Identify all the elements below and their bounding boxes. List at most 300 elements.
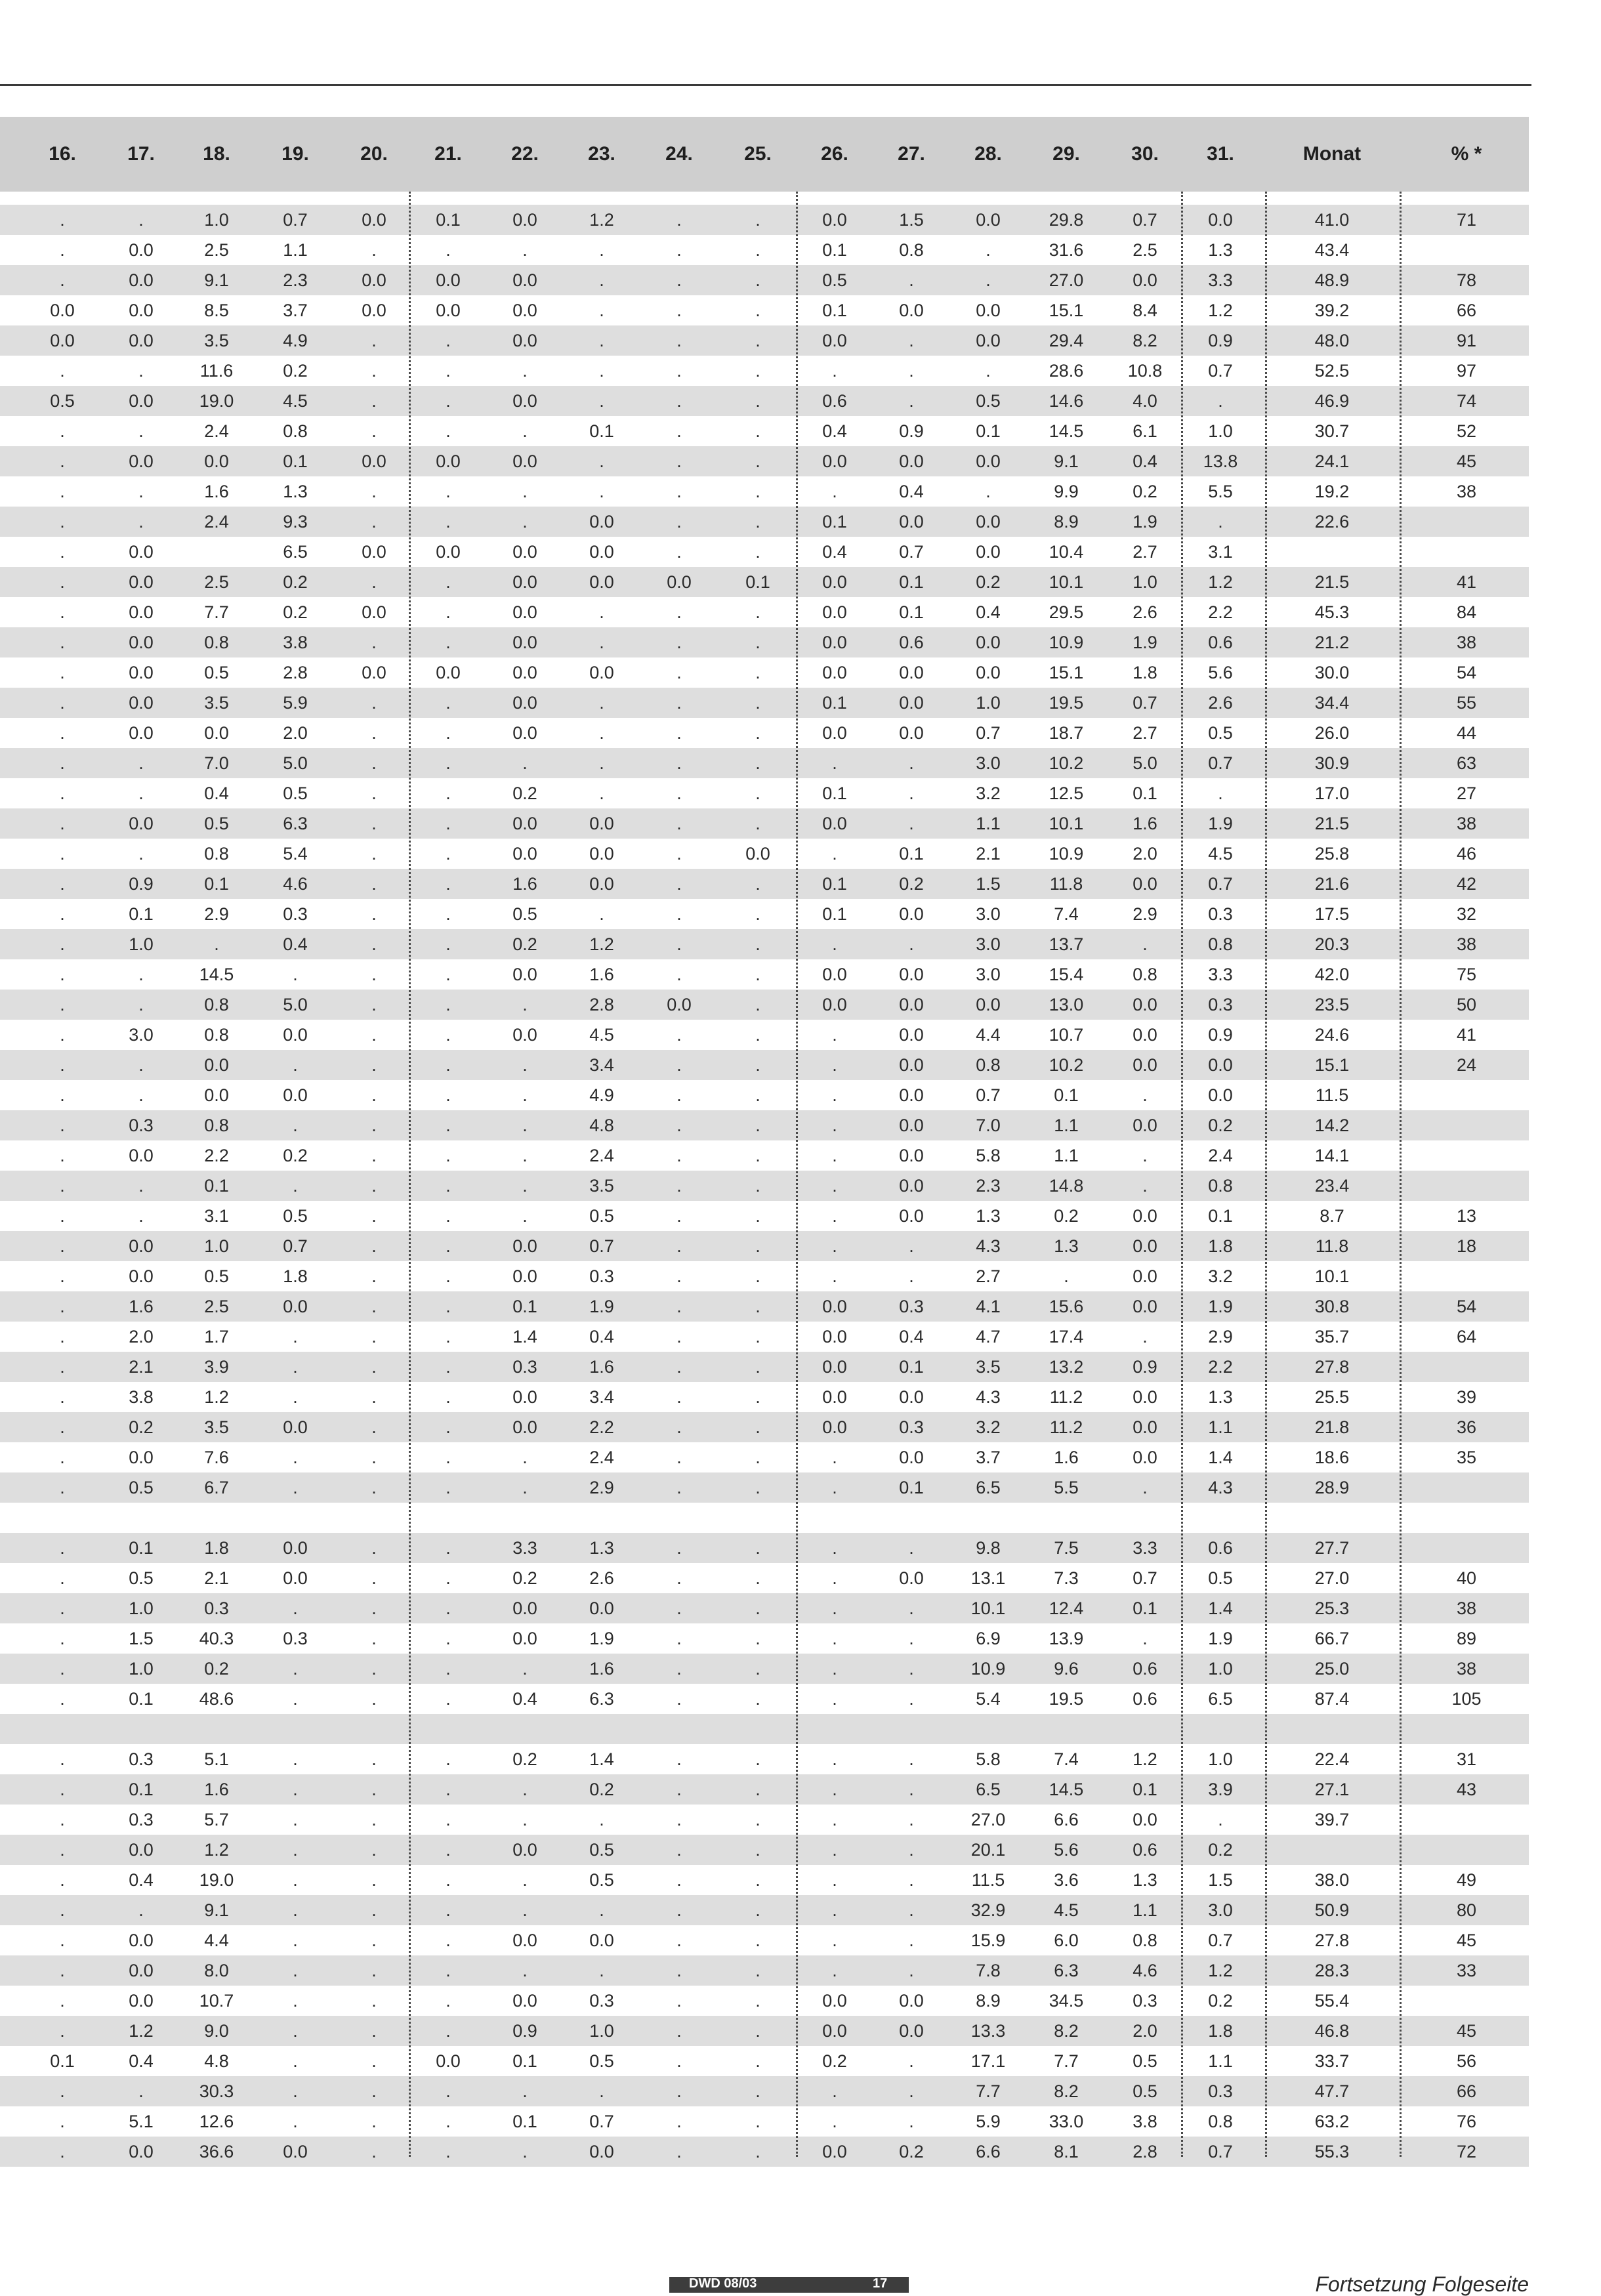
table-cell: 0.0 — [204, 451, 229, 471]
table-cell: 0.1 — [1133, 1598, 1157, 1618]
table-cell: 4.5 — [1208, 844, 1233, 864]
table-cell: . — [446, 1840, 451, 1860]
table-cell: . — [522, 240, 528, 260]
table-cell: 0.2 — [1208, 1840, 1233, 1860]
table-cell: . — [676, 1085, 682, 1105]
table-cell: 0.0 — [1133, 1810, 1157, 1829]
table-cell: . — [371, 1146, 377, 1165]
table-cell: . — [371, 1538, 377, 1558]
table-cell: 1.2 — [1208, 301, 1233, 320]
table-cell: 71 — [1456, 210, 1477, 230]
table-row — [0, 869, 1529, 899]
table-cell: 0.8 — [204, 1025, 229, 1045]
table-cell: 30.8 — [1314, 1297, 1350, 1316]
table-cell: 3.2 — [976, 783, 1001, 803]
table-cell: . — [755, 1266, 760, 1286]
table-cell: . — [446, 421, 451, 441]
table-cell: 0.0 — [667, 572, 692, 592]
table-cell: 0.0 — [822, 723, 847, 743]
table-cell: 2.0 — [1133, 2021, 1157, 2041]
table-cell: 6.3 — [283, 814, 308, 833]
table-cell: 63 — [1456, 753, 1477, 773]
table-cell: . — [599, 331, 604, 350]
table-cell: 0.0 — [822, 602, 847, 622]
table-cell: 9.6 — [1054, 1659, 1079, 1679]
table-cell: 52.5 — [1314, 361, 1350, 381]
table-cell: 0.0 — [1133, 1417, 1157, 1437]
table-cell: 0.2 — [283, 572, 308, 592]
table-cell: . — [371, 1387, 377, 1407]
table-cell: 18.6 — [1314, 1448, 1350, 1467]
table-cell: 28.9 — [1314, 1478, 1350, 1497]
table-cell: 0.0 — [822, 1297, 847, 1316]
table-cell: . — [60, 1689, 65, 1709]
table-cell: . — [755, 1448, 760, 1467]
table-cell: . — [599, 2081, 604, 2101]
table-cell: 15.6 — [1049, 1297, 1084, 1316]
table-cell: 0.8 — [204, 633, 229, 652]
table-row — [0, 1020, 1529, 1050]
table-cell: . — [909, 1236, 914, 1256]
table-cell: 3.0 — [976, 934, 1001, 954]
table-cell: 22.6 — [1314, 512, 1350, 532]
table-cell: . — [755, 1629, 760, 1648]
table-cell: . — [60, 542, 65, 562]
table-cell: . — [371, 421, 377, 441]
table-row — [0, 507, 1529, 537]
table-cell: 4.3 — [976, 1387, 1001, 1407]
table-row — [0, 446, 1529, 476]
table-cell: . — [832, 1870, 837, 1890]
table-cell: . — [755, 1387, 760, 1407]
table-cell: 36 — [1456, 1417, 1477, 1437]
table-cell: 0.0 — [589, 874, 614, 894]
table-cell: . — [755, 451, 760, 471]
table-row — [0, 808, 1529, 839]
table-cell: 0.0 — [899, 301, 924, 320]
table-cell: 0.0 — [436, 451, 461, 471]
table-cell: . — [446, 2021, 451, 2041]
table-cell: 14.2 — [1314, 1116, 1350, 1135]
table-cell: 7.6 — [204, 1448, 229, 1467]
table-row — [0, 2046, 1529, 2076]
table-cell: 0.7 — [1133, 693, 1157, 713]
table-cell: 0.2 — [204, 1659, 229, 1679]
table-cell: . — [371, 1266, 377, 1286]
table-cell: 2.5 — [204, 1297, 229, 1316]
table-cell: 14.5 — [1049, 1780, 1084, 1799]
table-cell: 0.0 — [512, 1629, 537, 1648]
table-cell: 2.4 — [589, 1146, 614, 1165]
table-cell: 0.2 — [129, 1417, 154, 1437]
table-cell: . — [676, 2112, 682, 2131]
table-cell: . — [755, 1961, 760, 1980]
table-cell: . — [446, 904, 451, 924]
table-cell: . — [676, 1176, 682, 1196]
table-cell: 0.0 — [589, 814, 614, 833]
table-cell: 48.6 — [199, 1689, 234, 1709]
table-cell: 3.4 — [589, 1387, 614, 1407]
table-cell: 0.0 — [899, 1991, 924, 2011]
table-cell: . — [909, 2051, 914, 2071]
table-cell: 64 — [1456, 1327, 1477, 1346]
table-cell: . — [909, 1749, 914, 1769]
table-cell: 0.0 — [129, 1266, 154, 1286]
table-cell: . — [755, 783, 760, 803]
table-cell: . — [138, 1085, 144, 1105]
table-cell: 36.6 — [199, 2142, 234, 2161]
table-cell: . — [909, 361, 914, 381]
table-cell: . — [371, 1689, 377, 1709]
table-cell: . — [755, 633, 760, 652]
table-cell: 13.9 — [1049, 1629, 1084, 1648]
table-cell: 30.0 — [1314, 663, 1350, 682]
table-cell: 0.3 — [899, 1297, 924, 1316]
table-cell: . — [60, 783, 65, 803]
table-cell: 10.1 — [1049, 572, 1084, 592]
table-cell: 43 — [1456, 1780, 1477, 1799]
table-cell: 0.0 — [204, 1055, 229, 1075]
table-cell: 0.0 — [1208, 1085, 1233, 1105]
table-cell: . — [371, 1357, 377, 1377]
table-cell: . — [371, 965, 377, 984]
table-cell: 21.2 — [1314, 633, 1350, 652]
table-cell: 0.0 — [1133, 1387, 1157, 1407]
footer-badge-text: DWD 08/03 — [689, 2277, 757, 2291]
table-cell: 0.1 — [899, 572, 924, 592]
table-cell: . — [138, 995, 144, 1014]
table-cell: 0.6 — [1208, 1538, 1233, 1558]
table-cell: . — [676, 421, 682, 441]
table-cell: 12.5 — [1049, 783, 1084, 803]
table-row — [0, 1774, 1529, 1805]
table-cell: 7.3 — [1054, 1568, 1079, 1588]
table-cell: 5.5 — [1208, 482, 1233, 501]
table-cell: . — [60, 572, 65, 592]
table-cell: . — [60, 1176, 65, 1196]
table-cell: 2.2 — [1208, 602, 1233, 622]
table-cell: . — [909, 934, 914, 954]
table-cell: . — [371, 361, 377, 381]
table-cell: . — [60, 1146, 65, 1165]
table-row — [0, 356, 1529, 386]
table-cell: 0.0 — [512, 1931, 537, 1950]
table-cell: . — [676, 663, 682, 682]
table-row — [0, 1593, 1529, 1623]
table-cell: 1.1 — [1054, 1116, 1079, 1135]
table-cell: . — [832, 1236, 837, 1256]
table-cell: . — [371, 1025, 377, 1045]
table-cell: . — [446, 331, 451, 350]
table-cell: 5.5 — [1054, 1478, 1079, 1497]
table-cell: . — [676, 2021, 682, 2041]
table-cell: 9.1 — [1054, 451, 1079, 471]
table-cell: . — [446, 482, 451, 501]
table-cell: 0.1 — [1054, 1085, 1079, 1105]
table-cell: 0.0 — [50, 301, 75, 320]
table-cell: . — [676, 1991, 682, 2011]
table-cell: . — [676, 482, 682, 501]
table-cell: . — [60, 602, 65, 622]
table-cell: 2.0 — [1133, 844, 1157, 864]
table-cell: . — [293, 2021, 298, 2041]
table-cell: 1.0 — [129, 1659, 154, 1679]
table-cell: 1.0 — [976, 693, 1001, 713]
table-cell: . — [371, 1176, 377, 1196]
table-cell: 18 — [1456, 1236, 1477, 1256]
table-cell: 5.4 — [283, 844, 308, 864]
table-cell: 3.8 — [1133, 2112, 1157, 2131]
table-cell: 0.7 — [1208, 361, 1233, 381]
table-cell: 1.5 — [899, 210, 924, 230]
table-cell: 3.2 — [1208, 1266, 1233, 1286]
table-cell: 0.4 — [283, 934, 308, 954]
table-cell: . — [371, 1629, 377, 1648]
table-cell: . — [755, 1749, 760, 1769]
table-cell: 3.3 — [1133, 1538, 1157, 1558]
table-cell: . — [446, 1870, 451, 1890]
table-cell: 39.2 — [1314, 301, 1350, 320]
table-cell: 32.9 — [970, 1900, 1006, 1920]
table-cell: . — [371, 1659, 377, 1679]
table-row — [0, 1171, 1529, 1201]
table-cell: 0.0 — [899, 663, 924, 682]
table-cell: 22.4 — [1314, 1749, 1350, 1769]
table-cell: 0.8 — [899, 240, 924, 260]
table-cell: 3.4 — [589, 1055, 614, 1075]
table-cell: 0.0 — [899, 1116, 924, 1135]
table-cell: 0.1 — [822, 240, 847, 260]
table-cell: 12.6 — [199, 2112, 234, 2131]
table-cell: 0.0 — [976, 512, 1001, 532]
table-cell: 7.7 — [204, 602, 229, 622]
table-cell: . — [293, 1055, 298, 1075]
table-cell: . — [909, 1659, 914, 1679]
table-cell: 2.2 — [589, 1417, 614, 1437]
table-cell: . — [676, 1900, 682, 1920]
table-row — [0, 2106, 1529, 2137]
table-row — [0, 597, 1529, 627]
table-cell: . — [676, 1417, 682, 1437]
table-cell: 0.1 — [129, 1538, 154, 1558]
table-cell: 0.1 — [899, 602, 924, 622]
table-cell: 0.0 — [129, 270, 154, 290]
table-cell: . — [60, 1085, 65, 1105]
table-cell: . — [446, 844, 451, 864]
table-cell: . — [755, 693, 760, 713]
table-cell: 10.1 — [1049, 814, 1084, 833]
table-cell: 21.5 — [1314, 572, 1350, 592]
table-cell: . — [371, 783, 377, 803]
table-cell: . — [522, 1810, 528, 1829]
table-cell: 5.9 — [976, 2112, 1001, 2131]
table-cell: . — [755, 391, 760, 411]
table-cell: . — [446, 1478, 451, 1497]
table-cell: 52 — [1456, 421, 1477, 441]
table-row — [0, 959, 1529, 990]
table-cell: . — [293, 2081, 298, 2101]
table-cell: 3.8 — [129, 1387, 154, 1407]
table-cell: . — [909, 1689, 914, 1709]
table-cell: 35 — [1456, 1448, 1477, 1467]
table-cell: . — [60, 995, 65, 1014]
table-row — [0, 1955, 1529, 1986]
table-cell: 9.1 — [204, 270, 229, 290]
table-cell: 1.0 — [129, 934, 154, 954]
table-cell: 0.0 — [1133, 995, 1157, 1014]
table-cell: . — [446, 1598, 451, 1618]
table-cell: 46 — [1456, 844, 1477, 864]
table-cell: 45 — [1456, 451, 1477, 471]
table-cell: . — [832, 1116, 837, 1135]
table-cell: . — [755, 482, 760, 501]
table-cell: . — [832, 2112, 837, 2131]
table-cell: . — [446, 1659, 451, 1679]
table-cell: 0.0 — [899, 965, 924, 984]
table-cell: 0.0 — [129, 602, 154, 622]
table-cell: . — [371, 1568, 377, 1588]
table-cell: . — [755, 874, 760, 894]
header-day-26: 26. — [821, 143, 848, 165]
table-cell: 0.0 — [129, 391, 154, 411]
table-cell: 0.0 — [589, 663, 614, 682]
table-cell: 1.6 — [589, 965, 614, 984]
table-cell: 0.0 — [1133, 1055, 1157, 1075]
table-cell: . — [676, 361, 682, 381]
table-cell: 6.3 — [589, 1689, 614, 1709]
table-cell: 5.1 — [204, 1749, 229, 1769]
table-cell: 84 — [1456, 602, 1477, 622]
table-cell: . — [1142, 1629, 1148, 1648]
table-cell: 38 — [1456, 1659, 1477, 1679]
table-cell: 0.0 — [1133, 1448, 1157, 1467]
table-cell: 0.0 — [436, 663, 461, 682]
table-cell: . — [832, 1146, 837, 1165]
table-cell: 10.1 — [1314, 1266, 1350, 1286]
table-cell: 3.3 — [1208, 965, 1233, 984]
header-month: Monat — [1302, 143, 1362, 165]
table-cell: 1.6 — [1133, 814, 1157, 833]
table-cell: . — [293, 1116, 298, 1135]
table-cell: 10.7 — [1049, 1025, 1084, 1045]
table-cell: . — [371, 2112, 377, 2131]
table-cell: 75 — [1456, 965, 1477, 984]
table-cell: 5.8 — [976, 1146, 1001, 1165]
table-cell: 9.9 — [1054, 482, 1079, 501]
table-cell: 0.0 — [976, 210, 1001, 230]
table-cell: . — [599, 602, 604, 622]
table-cell: . — [676, 753, 682, 773]
table-cell: . — [986, 361, 991, 381]
table-cell: . — [676, 633, 682, 652]
table-cell: 2.2 — [204, 1146, 229, 1165]
table-cell: 0.1 — [129, 1689, 154, 1709]
table-cell: . — [446, 1448, 451, 1467]
table-cell: . — [909, 2081, 914, 2101]
table-cell: . — [832, 1085, 837, 1105]
table-row — [0, 2137, 1529, 2167]
table-cell: 6.1 — [1133, 421, 1157, 441]
table-cell: . — [832, 482, 837, 501]
table-cell: . — [832, 1538, 837, 1558]
table-cell: . — [60, 1991, 65, 2011]
table-cell: 1.5 — [1208, 1870, 1233, 1890]
table-cell: 4.0 — [1133, 391, 1157, 411]
table-cell: 0.0 — [436, 301, 461, 320]
table-cell: 17.4 — [1049, 1327, 1084, 1346]
table-cell: 0.9 — [899, 421, 924, 441]
table-cell: . — [446, 572, 451, 592]
table-cell: 1.3 — [283, 482, 308, 501]
table-cell: . — [371, 2081, 377, 2101]
table-cell: 7.7 — [1054, 2051, 1079, 2071]
table-row — [0, 929, 1529, 959]
table-cell: 41 — [1456, 1025, 1477, 1045]
table-cell: 9.8 — [976, 1538, 1001, 1558]
table-cell: . — [60, 633, 65, 652]
table-cell: . — [832, 1266, 837, 1286]
table-cell: . — [755, 240, 760, 260]
table-cell: 46.8 — [1314, 2021, 1350, 2041]
table-cell: 50 — [1456, 995, 1477, 1014]
table-cell: . — [446, 240, 451, 260]
table-cell: 0.0 — [822, 2142, 847, 2161]
table-cell: . — [446, 874, 451, 894]
table-cell: 0.4 — [129, 2051, 154, 2071]
table-cell: 48.0 — [1314, 331, 1350, 350]
table-cell: . — [755, 1870, 760, 1890]
table-cell: 1.8 — [1133, 663, 1157, 682]
table-cell: 19.0 — [199, 1870, 234, 1890]
table-cell: 6.6 — [976, 2142, 1001, 2161]
table-cell: 0.0 — [512, 1025, 537, 1045]
table-cell: . — [909, 1810, 914, 1829]
table-cell: . — [446, 1538, 451, 1558]
table-cell: 0.0 — [1133, 1297, 1157, 1316]
table-cell: 0.5 — [1208, 1568, 1233, 1588]
table-cell: 30.3 — [199, 2081, 234, 2101]
table-cell: 4.8 — [204, 2051, 229, 2071]
table-cell: 66 — [1456, 2081, 1477, 2101]
table-row — [0, 1925, 1529, 1955]
table-cell: 28.3 — [1314, 1961, 1350, 1980]
table-cell: 0.0 — [512, 723, 537, 743]
table-cell: . — [371, 1780, 377, 1799]
table-cell: 0.5 — [589, 2051, 614, 2071]
table-cell: . — [755, 1176, 760, 1196]
header-day-20: 20. — [360, 143, 388, 165]
table-cell: 0.0 — [1133, 1025, 1157, 1045]
table-cell: . — [909, 1961, 914, 1980]
table-cell: 1.1 — [1208, 2051, 1233, 2071]
table-row — [0, 1714, 1529, 1744]
table-cell: . — [60, 1870, 65, 1890]
table-cell: . — [676, 512, 682, 532]
table-cell: 4.6 — [1133, 1961, 1157, 1980]
table-row — [0, 1895, 1529, 1925]
table-cell: 14.8 — [1049, 1176, 1084, 1196]
table-cell: . — [446, 1055, 451, 1075]
table-cell: 3.5 — [976, 1357, 1001, 1377]
table-cell: 3.3 — [512, 1538, 537, 1558]
table-cell: 0.5 — [204, 663, 229, 682]
table-cell: 2.5 — [1133, 240, 1157, 260]
table-cell: . — [293, 1900, 298, 1920]
table-cell: . — [755, 1055, 760, 1075]
table-cell: . — [755, 301, 760, 320]
table-cell: 2.7 — [1133, 542, 1157, 562]
table-cell: . — [755, 1417, 760, 1437]
